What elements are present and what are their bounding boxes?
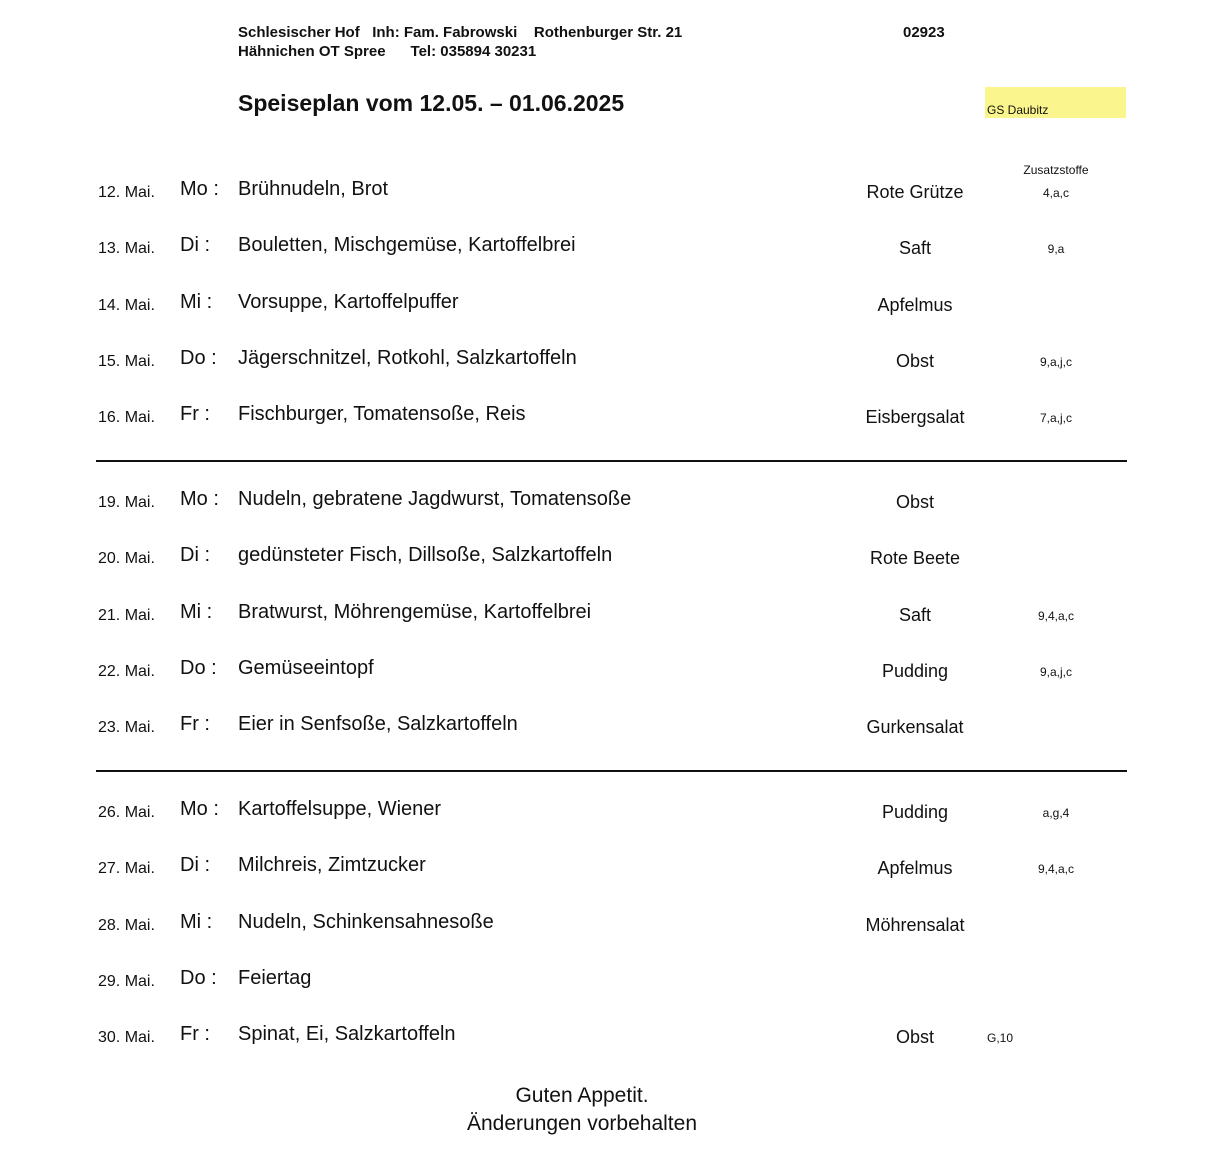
menu-additives: 4,a,c — [1042, 186, 1069, 200]
menu-dessert: Pudding — [881, 802, 949, 822]
menu-dish: Vorsuppe, Kartoffelpuffer — [238, 290, 459, 313]
menu-dessert: Saft — [898, 238, 932, 259]
menu-row — [0, 401, 1225, 441]
menu-dish: Nudeln, gebratene Jagdwurst, Tomatensoße — [238, 488, 632, 510]
menu-weekday: Fr : — [180, 1023, 210, 1046]
menu-date: 28. Mai. — [98, 916, 155, 934]
menu-dish: Eier in Senfsoße, Salzkartoffeln — [238, 713, 518, 736]
menu-weekday: Do : — [180, 966, 217, 989]
menu-dessert: Apfelmus — [877, 858, 953, 879]
postal-code: 02923 — [903, 24, 945, 41]
menu-date: 29. Mai. — [98, 972, 155, 990]
menu-date: 20. Mai. — [98, 550, 155, 568]
menu-dish: Brühnudeln, Brot — [238, 178, 389, 200]
menu-weekday: Di : — [180, 854, 210, 877]
additives-column-header: Zusatzstoffe — [1023, 163, 1089, 177]
menu-dish: Gemüseeintopf — [238, 656, 374, 679]
menu-dessert: Möhrensalat — [865, 914, 965, 935]
menu-date: 21. Mai. — [98, 606, 155, 624]
menu-dessert: Apfelmus — [877, 294, 953, 315]
menu-row — [0, 345, 1225, 385]
menu-additives: 9,a,j,c — [1039, 664, 1072, 679]
menu-date: 13. Mai. — [98, 240, 155, 258]
menu-row — [0, 711, 1225, 751]
menu-date: 12. Mai. — [98, 184, 155, 201]
menu-dessert: Gurkensalat — [866, 717, 964, 738]
menu-additives: 9,4,a,c — [1037, 862, 1075, 877]
menu-dish: Kartoffelsuppe, Wiener — [238, 798, 442, 820]
menu-additives: 9,4,a,c — [1037, 608, 1075, 623]
page-title: Speiseplan vom 12.05. – 01.06.2025 — [238, 90, 625, 116]
menu-dish: Spinat, Ei, Salzkartoffeln — [238, 1023, 456, 1046]
menu-date: 15. Mai. — [98, 352, 155, 370]
restaurant-info-line-2: Hähnichen OT Spree Tel: 035894 30231 — [238, 43, 537, 60]
menu-weekday: Mi : — [180, 290, 213, 313]
menu-dish: gedünsteter Fisch, Dillsoße, Salzkartoffeln — [238, 544, 613, 567]
menu-dish: Jägerschnitzel, Rotkohl, Salzkartoffeln — [238, 346, 577, 369]
menu-dish: Feiertag — [238, 966, 312, 989]
menu-row — [0, 486, 1225, 526]
menu-row — [0, 599, 1225, 639]
menu-row — [0, 655, 1225, 695]
menu-row — [0, 1021, 1225, 1061]
menu-dessert: Rote Beete — [869, 548, 961, 569]
menu-row — [0, 965, 1225, 1005]
menu-additives: 9,a,j,c — [1039, 354, 1072, 369]
menu-date: 23. Mai. — [98, 719, 155, 737]
menu-row — [0, 232, 1225, 272]
menu-weekday: Mi : — [180, 600, 213, 623]
menu-dessert: Obst — [895, 492, 934, 512]
menu-date: 27. Mai. — [98, 860, 155, 878]
menu-date: 16. Mai. — [98, 409, 155, 427]
footer-disclaimer: Änderungen vorbehalten — [466, 1112, 697, 1135]
menu-date: 14. Mai. — [98, 296, 155, 314]
week-divider — [96, 460, 1127, 462]
menu-dish: Milchreis, Zimtzucker — [238, 854, 426, 877]
menu-dessert: Eisbergsalat — [865, 407, 965, 428]
menu-additives: G,10 — [987, 1031, 1014, 1046]
menu-dish: Bouletten, Mischgemüse, Kartoffelbrei — [238, 234, 576, 257]
week-divider — [96, 770, 1127, 772]
menu-row — [0, 796, 1225, 836]
menu-weekday: Mo : — [180, 488, 219, 510]
menu-weekday: Fr : — [180, 403, 210, 426]
menu-dessert: Obst — [895, 1027, 934, 1048]
menu-date: 30. Mai. — [98, 1029, 155, 1047]
restaurant-info-line-1: Schlesischer Hof Inh: Fam. Fabrowski Rothenburger Str. 21 — [238, 24, 683, 41]
menu-additives: 7,a,j,c — [1039, 411, 1072, 426]
menu-weekday: Mi : — [180, 910, 213, 933]
menu-dessert: Rote Grütze — [866, 182, 964, 202]
menu-weekday: Fr : — [180, 713, 210, 736]
menu-weekday: Mo : — [180, 798, 219, 820]
menu-weekday: Mo : — [180, 178, 219, 200]
menu-dish: Bratwurst, Möhrengemüse, Kartoffelbrei — [238, 600, 592, 623]
menu-row — [0, 176, 1225, 216]
menu-date: 19. Mai. — [98, 494, 155, 511]
menu-dessert: Saft — [898, 604, 932, 625]
menu-row — [0, 289, 1225, 329]
menu-row — [0, 542, 1225, 582]
menu-row — [0, 909, 1225, 949]
menu-date: 26. Mai. — [98, 804, 155, 821]
menu-weekday: Do : — [180, 656, 217, 679]
menu-dish: Nudeln, Schinkensahnesoße — [238, 910, 494, 933]
footer-greeting: Guten Appetit. — [515, 1084, 649, 1107]
menu-dessert: Pudding — [881, 660, 949, 681]
menu-dish: Fischburger, Tomatensoße, Reis — [238, 403, 526, 426]
menu-weekday: Di : — [180, 234, 210, 257]
menu-additives: a,g,4 — [1042, 806, 1070, 820]
menu-weekday: Do : — [180, 346, 217, 369]
menu-date: 22. Mai. — [98, 662, 155, 680]
menu-row — [0, 852, 1225, 892]
menu-weekday: Di : — [180, 544, 210, 567]
menu-additives: 9,a — [1047, 242, 1065, 257]
menu-dessert: Obst — [895, 350, 934, 371]
school-label: GS Daubitz — [985, 87, 1126, 118]
